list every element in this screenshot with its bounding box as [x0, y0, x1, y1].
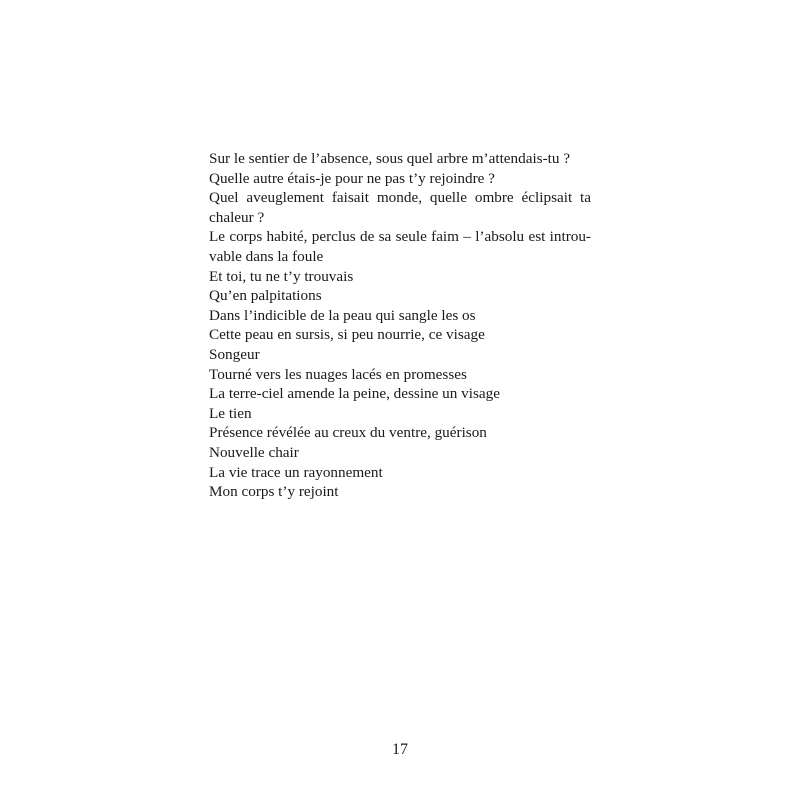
poem-body [209, 149, 591, 502]
poem-line: Dans l’indicible de la peau qui sangle les os [209, 306, 476, 324]
poem-line: Qu’en palpitations [209, 287, 322, 305]
poem-line: La vie trace un rayonnement [209, 463, 383, 481]
poem-line: Présence révélée au creux du ventre, guérison [209, 424, 487, 442]
poem-line: Mon corps t’y rejoint [209, 483, 339, 501]
poem-line: Quel aveuglement faisait monde, quelle ombre éclipsait ta chaleur ? [209, 189, 591, 226]
poem-line: Sur le sentier de l’absence, sous quel arbre m’attendais-tu ? [209, 150, 570, 167]
poem-line: Cette peau en sursis, si peu nourrie, ce visage [209, 326, 485, 344]
poem-line: La terre-ciel amende la peine, dessine un visage [209, 385, 500, 403]
poem-line: Songeur [209, 345, 260, 363]
poem-line: Le corps habité, perclus de sa seule faim – l’absolu est introu-vable dans la foule [209, 228, 591, 265]
poem-line: Quelle autre étais-je pour ne pas t’y rejoindre ? [209, 169, 495, 187]
poem-line: Le tien [209, 404, 252, 422]
page-number: 17 [392, 741, 408, 758]
poem-line: Tourné vers les nuages lacés en promesses [209, 365, 467, 383]
poem-line: Et toi, tu ne t’y trouvais [209, 267, 354, 285]
poem-line: Nouvelle chair [209, 443, 299, 461]
